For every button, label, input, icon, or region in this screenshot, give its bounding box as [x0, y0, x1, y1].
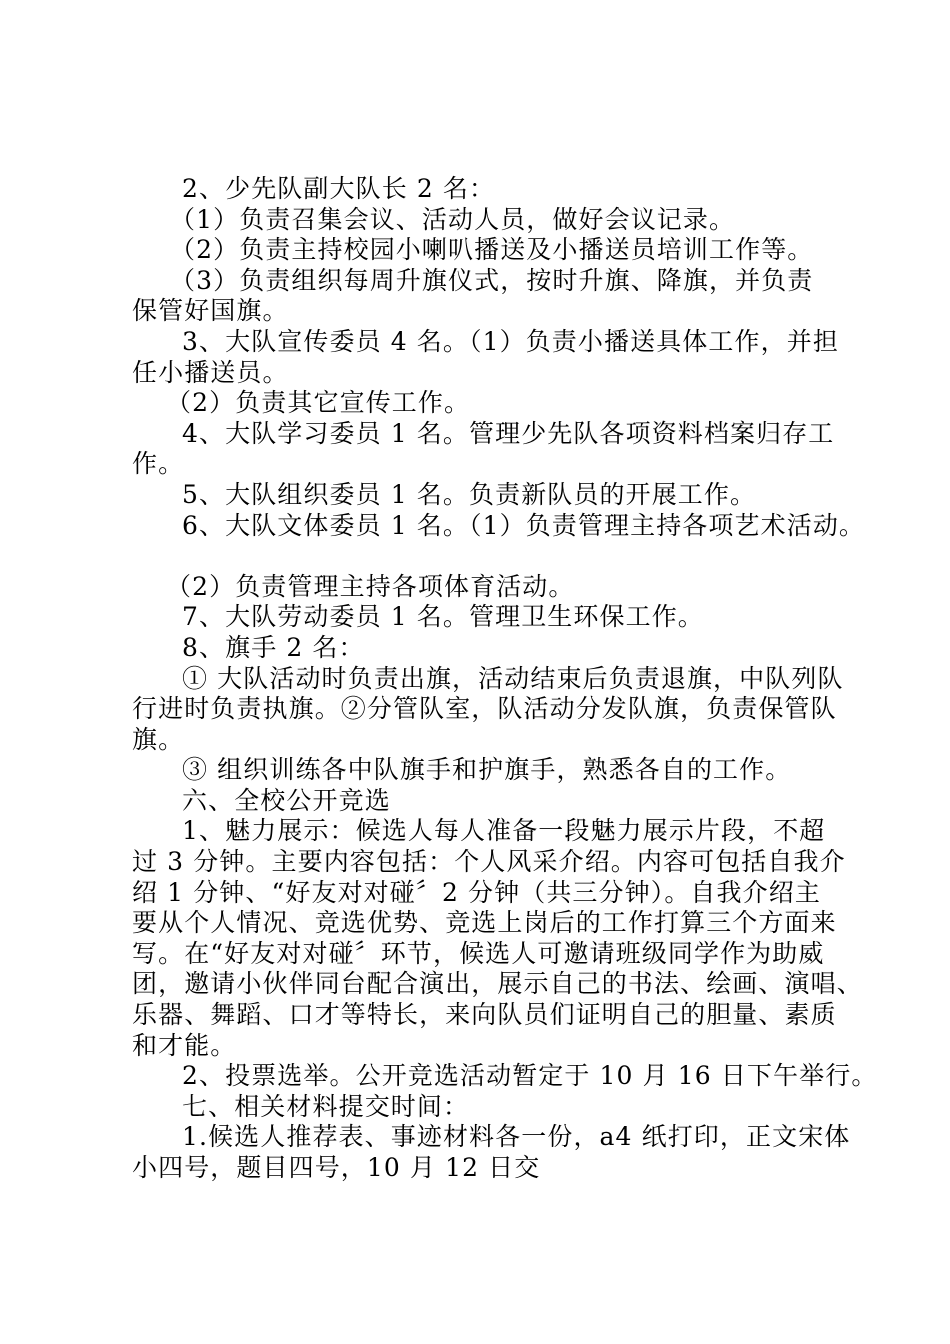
publicity-committee: 3、大队宣传委员 4 名。（1）负责小播送具体工作，并担 [182, 326, 839, 356]
flag-bearer-duty-2-cont: 旗。 [132, 724, 185, 754]
vice-captain-duty-1: （1）负责召集会议、活动人员，做好会议记录。 [170, 204, 736, 234]
sports-arts-committee: 6、大队文体委员 1 名。（1）负责管理主持各项艺术活动。 [182, 510, 866, 540]
charm-display-cont-4: 写。在“好友对对碰〞环节，候选人可邀请班级同学作为助威 [132, 938, 825, 968]
flag-bearer-heading: 8、旗手 2 名： [182, 632, 365, 662]
charm-display-cont-6: 乐器、舞蹈、口才等特长，来向队员们证明自己的胆量、素质 [132, 1000, 837, 1030]
vice-captain-duty-3-cont: 保管好国旗。 [132, 296, 289, 326]
charm-display-cont-7: 和才能。 [132, 1030, 237, 1060]
charm-display-cont-1: 过 3 分钟。主要内容包括：个人风采介绍。内容可包括自我介 [132, 847, 846, 877]
flag-bearer-duty-1-cont: 行进时负责执旗。②分管队室，队活动分发队旗，负责保管队 [132, 694, 837, 724]
charm-display-cont-5: 团，邀请小伙伴同台配合演出，展示自己的书法、绘画、演唱、 [132, 969, 863, 999]
sports-arts-duty-2: （2）负责管理主持各项体育活动。 [166, 571, 575, 601]
study-committee-cont: 作。 [132, 449, 185, 479]
vice-captain-duty-2: （2）负责主持校园小喇叭播送及小播送员培训工作等。 [170, 235, 814, 265]
blank-line [132, 541, 840, 572]
charm-display-cont-3: 要从个人情况、竞选优势、竞选上岗后的工作打算三个方面来 [132, 908, 837, 938]
charm-display: 1、魅力展示：候选人每人准备一段魅力展示片段，不超 [182, 816, 826, 846]
voting-election: 2、投票选举。公开竞选活动暂定于 10 月 16 日下午举行。 [182, 1061, 878, 1091]
submission-item-1-cont: 小四号，题目四号，10 月 12 日交 [132, 1153, 541, 1182]
publicity-committee-cont: 任小播送员。 [132, 357, 289, 387]
publicity-duty-2: （2）负责其它宣传工作。 [166, 388, 471, 418]
labor-committee: 7、大队劳动委员 1 名。管理卫生环保工作。 [182, 602, 704, 632]
charm-display-cont-2: 绍 1 分钟、“好友对对碰〞2 分钟（共三分钟）。自我介绍主 [132, 877, 821, 907]
study-committee: 4、大队学习委员 1 名。管理少先队各项资料档案归存工 [182, 418, 835, 448]
section-six-heading: 六、全校公开竞选 [182, 785, 391, 815]
organization-committee: 5、大队组织委员 1 名。负责新队员的开展工作。 [182, 479, 757, 509]
vice-captain-heading: 2、少先队副大队长 2 名： [182, 174, 496, 203]
vice-captain-duty-3: （3）负责组织每周升旗仪式，按时升旗、降旗，并负责 [170, 265, 814, 295]
document-body [132, 174, 878, 1184]
flag-bearer-duty-3: ③ 组织训练各中队旗手和护旗手，熟悉各自的工作。 [182, 755, 792, 785]
section-seven-heading: 七、相关材料提交时间： [182, 1091, 470, 1121]
flag-bearer-duty-1: ① 大队活动时负责出旗，活动结束后负责退旗，中队列队 [182, 663, 844, 693]
submission-item-1: 1.候选人推荐表、事迹材料各一份，a4 纸打印，正文宋体 [182, 1122, 851, 1152]
